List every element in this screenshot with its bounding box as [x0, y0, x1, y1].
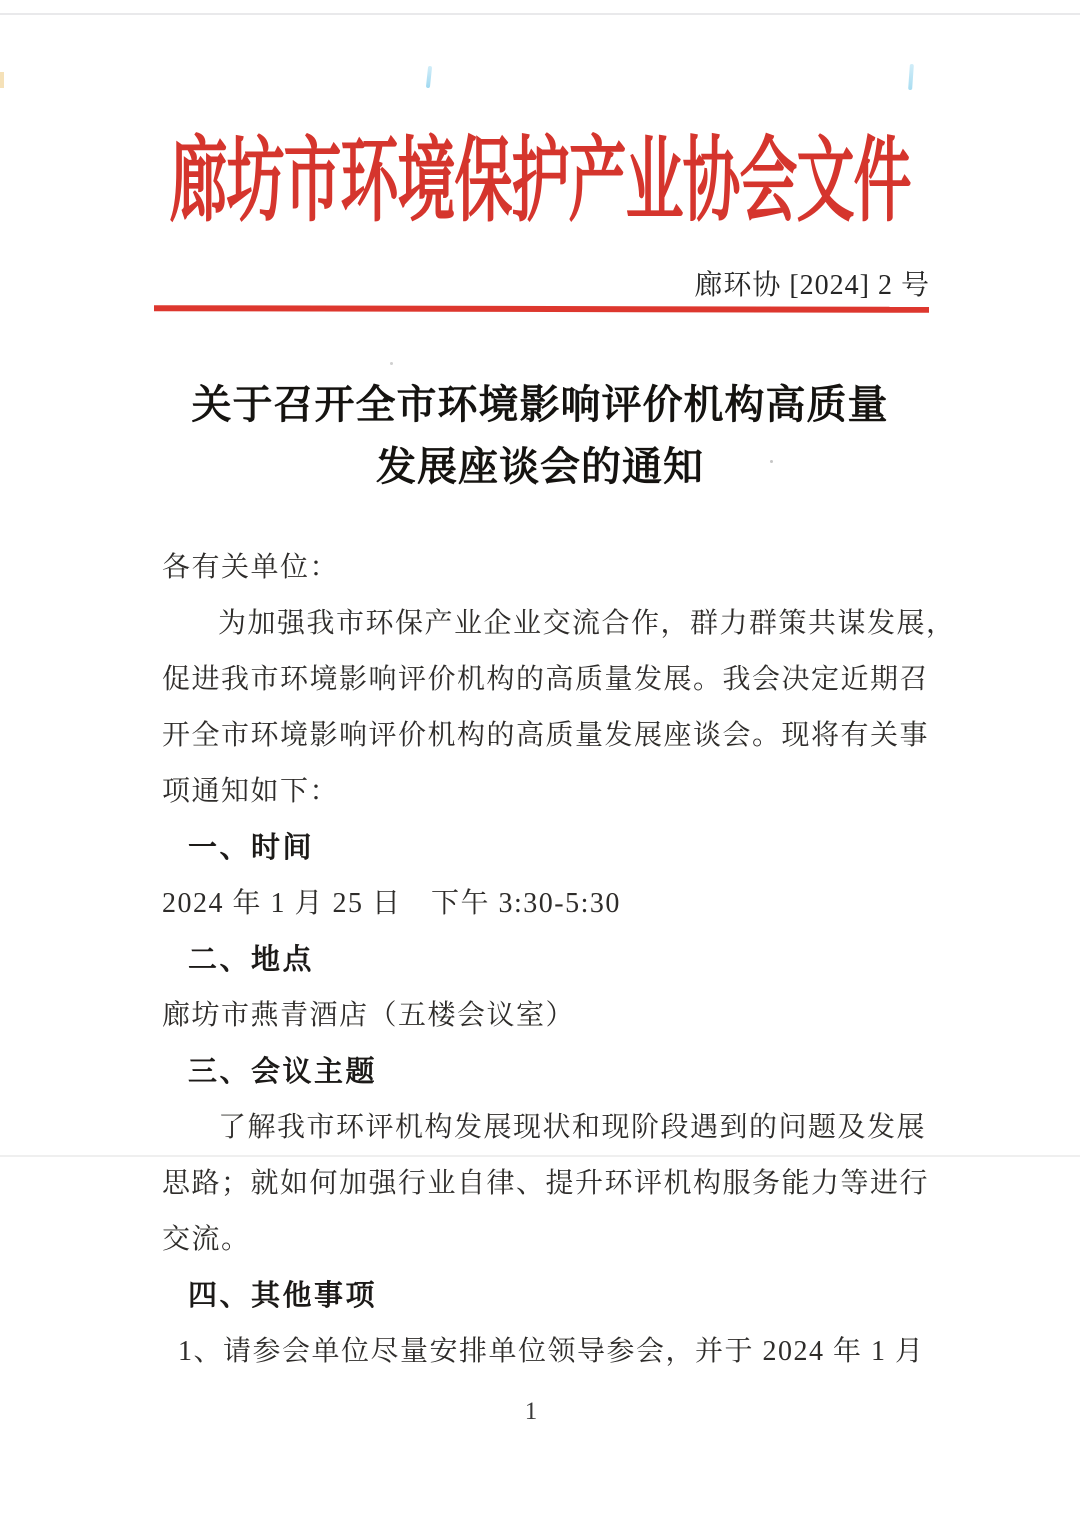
notice-title-line-2: 发展座谈会的通知 — [376, 444, 704, 489]
body-line: 了解我市环评机构发展现状和现阶段遇到的问题及发展 — [218, 1112, 927, 1143]
body-line: 项通知如下： — [162, 776, 340, 807]
document-number: 廊环协 [2024] 2 号 — [694, 270, 930, 301]
body-line: 思路；就如何加强行业自律、提升环评机构服务能力等进行 — [162, 1168, 930, 1199]
body-line: 开全市环境影响评价机构的高质量发展座谈会。现将有关事 — [162, 720, 930, 751]
scan-artifact-top-line — [0, 13, 1080, 15]
body-line: 为加强我市环保产业企业交流合作，群力群策共谋发展， — [218, 608, 956, 639]
body-line: 交流。 — [162, 1224, 251, 1255]
scan-artifact-speck — [390, 362, 393, 365]
scan-artifact-cyan-mark-right — [908, 64, 914, 90]
scan-artifact-edge-mark — [0, 72, 4, 88]
page-number: 1 — [524, 1398, 538, 1425]
scan-artifact-cyan-mark-left — [426, 66, 432, 88]
notice-title-line-1: 关于召开全市环境影响评价机构高质量 — [191, 382, 889, 427]
letterhead-title: 廊坊市环境保护产业协会文件 — [169, 129, 911, 234]
red-separator-rule — [154, 305, 929, 313]
body-line-time-value: 2024 年 1 月 25 日 下午 3:30-5:30 — [162, 888, 621, 919]
body-line-salutation: 各有关单位： — [162, 552, 340, 583]
body-line-place-value: 廊坊市燕青酒店（五楼会议室） — [162, 1000, 576, 1031]
section-heading-topic: 三、会议主题 — [188, 1056, 378, 1088]
body-line-item-1: 1、请参会单位尽量安排单位领导参会，并于 2024 年 1 月 — [178, 1336, 925, 1367]
notice-title — [0, 374, 1080, 498]
body-line: 促进我市环境影响评价机构的高质量发展。我会决定近期召 — [162, 664, 930, 695]
section-heading-other: 四、其他事项 — [188, 1280, 378, 1312]
section-heading-time: 一、时间 — [188, 832, 315, 864]
section-heading-place: 二、地点 — [188, 944, 315, 976]
notice-body — [162, 540, 972, 1380]
